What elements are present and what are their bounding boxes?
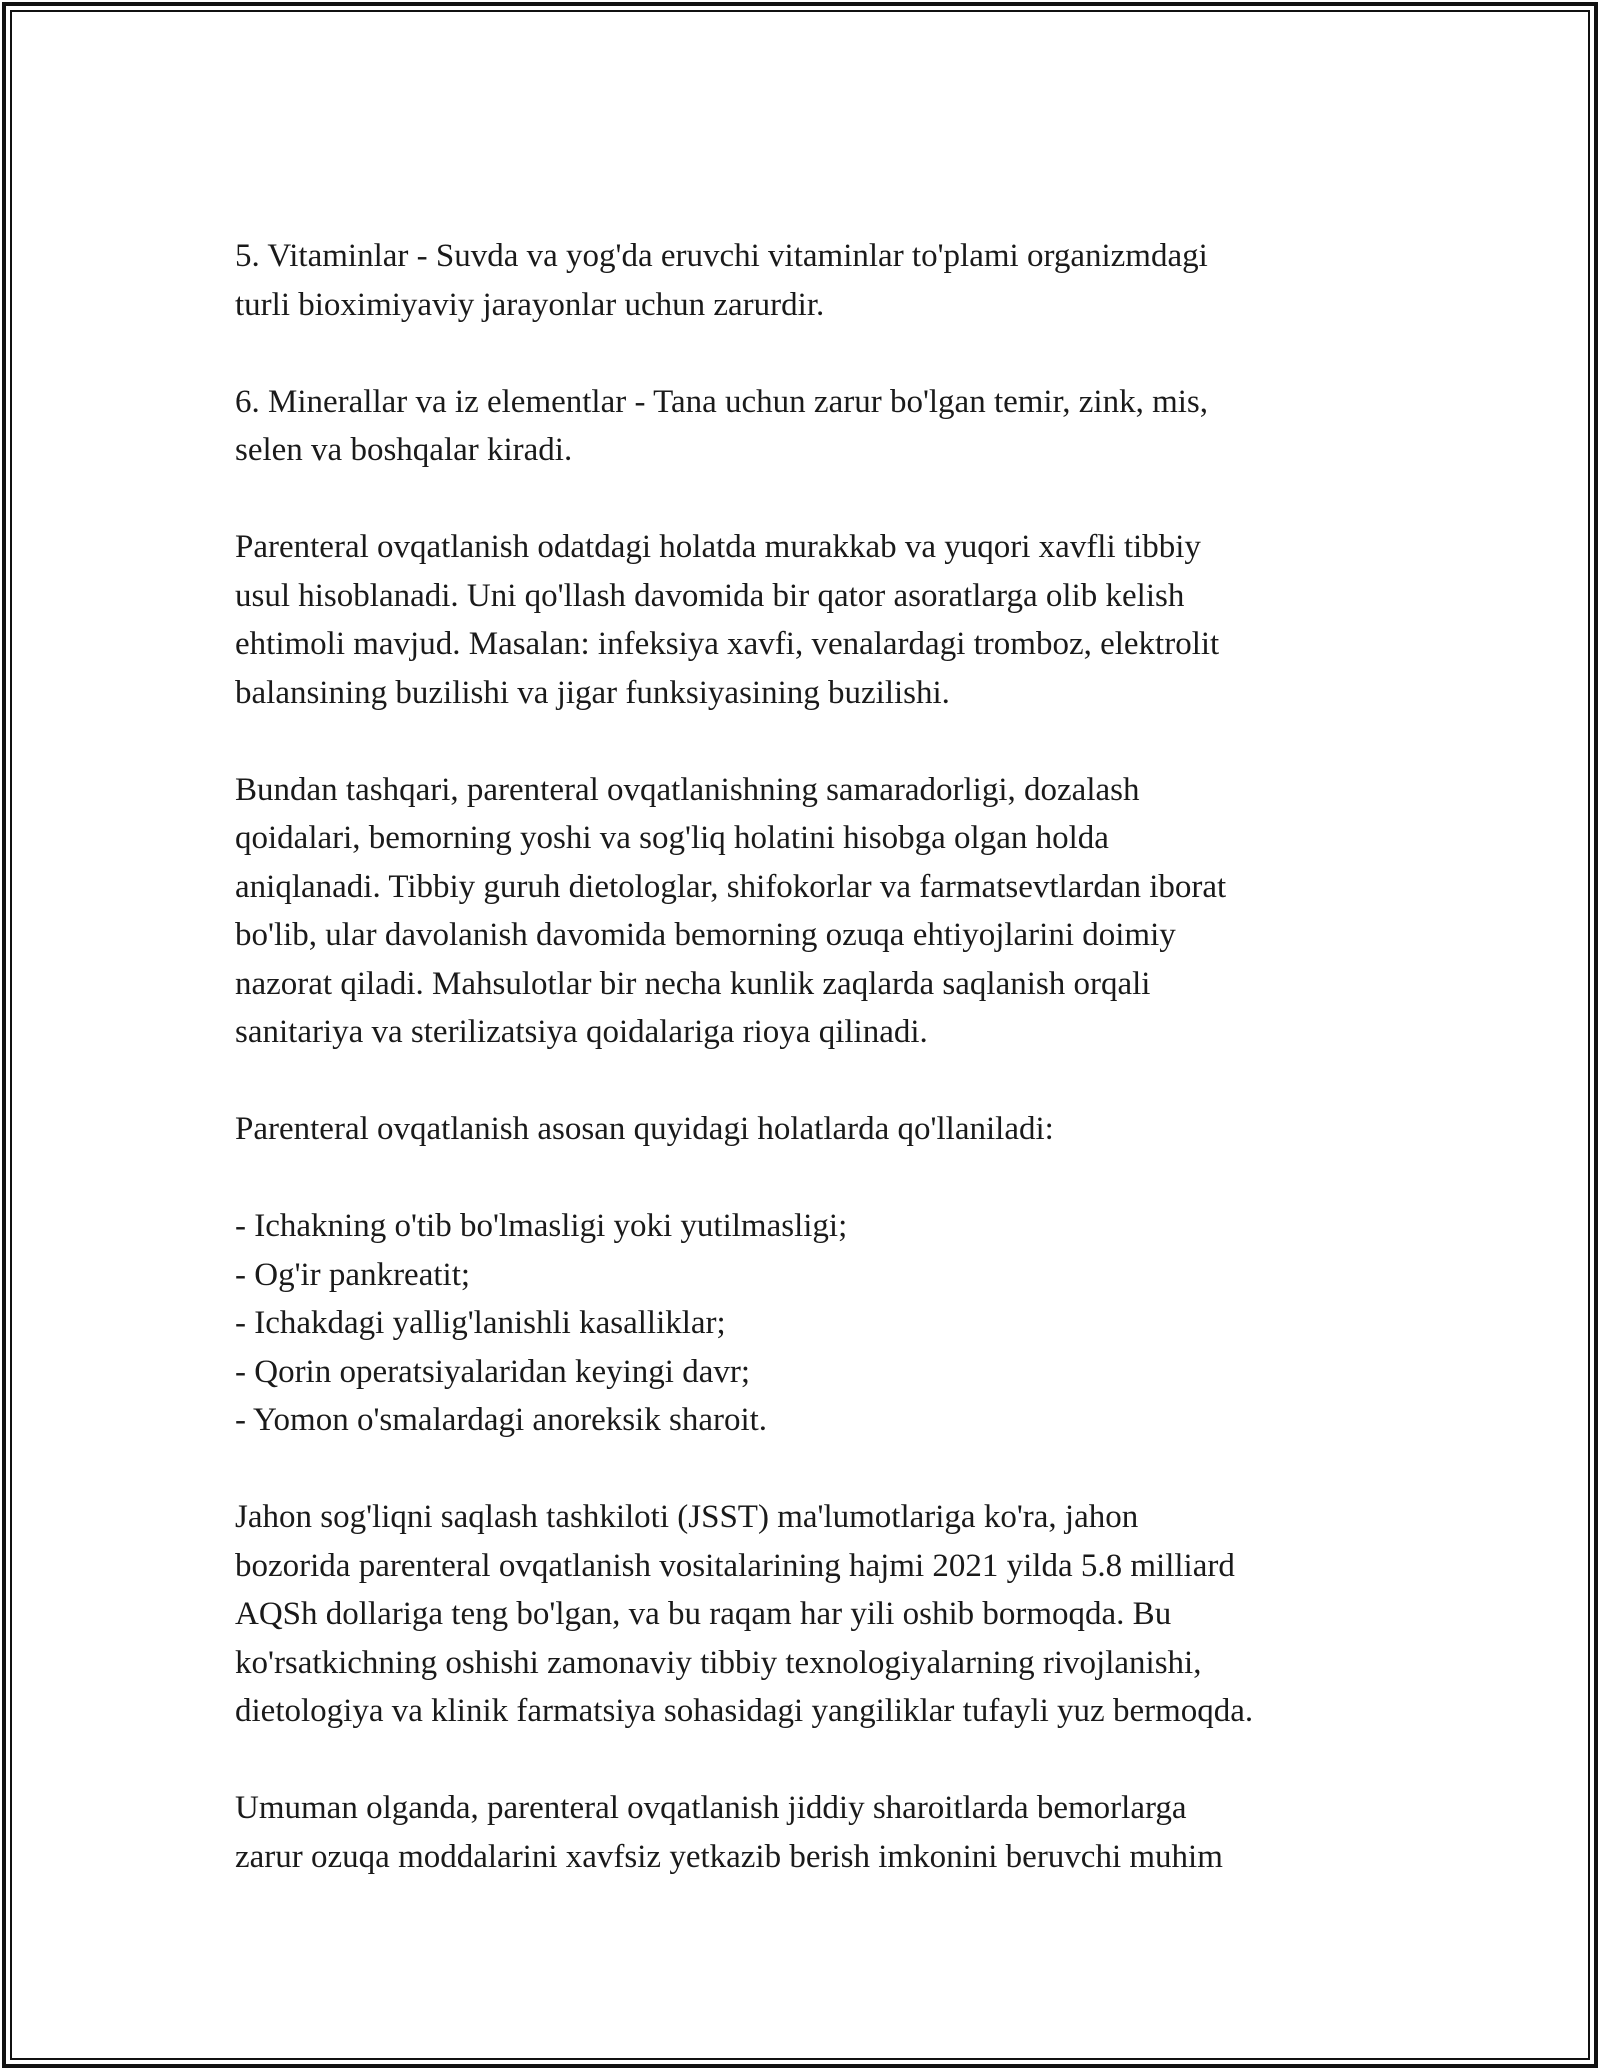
- text-line: balansining buzilishi va jigar funksiyasining buzilishi.: [235, 674, 950, 711]
- text-line: usul hisoblanadi. Uni qo'llash davomida bir qator asoratlarga olib kelish: [235, 577, 1185, 614]
- text-line: selen va boshqalar kiradi.: [235, 432, 573, 468]
- text-line: 6. Minerallar va iz elementlar - Tana uchun zarur bo'lgan temir, zink, mis,: [235, 383, 1209, 420]
- text-line: Umuman olganda, parenteral ovqatlanish jiddiy sharoitlarda bemorlarga: [235, 1790, 1187, 1826]
- paragraph-indications-intro: [235, 1105, 1405, 1154]
- text-line: AQSh dollariga teng bo'lgan, va bu raqam har yili oshib bormoqda. Bu: [235, 1596, 1172, 1632]
- text-line: Parenteral ovqatlanish odatdagi holatda murakkab va yuqori xavfli tibbiy: [235, 529, 1201, 565]
- text-line: dietologiya va klinik farmatsiya sohasidagi yangiliklar tufayli yuz bermoqda.: [235, 1693, 1254, 1729]
- text-line: bozorida parenteral ovqatlanish vositalarining hajmi 2021 yilda 5.8 milliard: [235, 1547, 1235, 1584]
- text-line: ehtimoli mavjud. Masalan: infeksiya xavfi, venalardagi tromboz, elektrolit: [235, 626, 1220, 662]
- text-line: zarur ozuqa moddalarini xavfsiz yetkazib berish imkonini beruvchi muhim: [235, 1838, 1223, 1875]
- text-line: bo'lib, ular davolanish davomida bemorning ozuqa ehtiyojlarini doimiy: [235, 917, 1176, 953]
- text-line: ko'rsatkichning oshishi zamonaviy tibbiy texnologiyalarning rivojlanishi,: [235, 1644, 1202, 1681]
- text-line: 5. Vitaminlar - Suvda va yog'da eruvchi vitaminlar to'plami organizmdagi: [235, 238, 1208, 274]
- text-line: Parenteral ovqatlanish asosan quyidagi holatlarda qo'llaniladi:: [235, 1111, 1054, 1147]
- paragraph-effectiveness: [235, 766, 1405, 1057]
- paragraph-conclusion: [235, 1784, 1405, 1881]
- indications-list: [235, 1202, 1405, 1445]
- text-line: sanitariya va sterilizatsiya qoidalariga rioya qilinadi.: [235, 1014, 928, 1050]
- text-line: aniqlanadi. Tibbiy guruh dietologlar, shifokorlar va farmatsevtlardan iborat: [235, 868, 1227, 905]
- text-line: qoidalari, bemorning yoshi va sog'liq holatini hisobga olgan holda: [235, 820, 1109, 856]
- list-item: - Ichakdagi yallig'lanishli kasalliklar;: [235, 1305, 726, 1341]
- list-item: - Og'ir pankreatit;: [235, 1256, 471, 1293]
- list-item: - Yomon o'smalardagi anoreksik sharoit.: [235, 1402, 768, 1438]
- text-line: turli bioximiyaviy jarayonlar uchun zarurdir.: [235, 286, 825, 323]
- text-line: nazorat qiladi. Mahsulotlar bir necha kunlik zaqlarda saqlanish orqali: [235, 965, 1151, 1002]
- paragraph-minerallar: [235, 378, 1405, 475]
- paragraph-vitaminlar: [235, 232, 1405, 329]
- text-line: Bundan tashqari, parenteral ovqatlanishning samaradorligi, dozalash: [235, 771, 1140, 808]
- list-item: - Ichakning o'tib bo'lmasligi yoki yutilmasligi;: [235, 1208, 848, 1244]
- document-body: [235, 232, 1405, 1930]
- text-line: Jahon sog'liqni saqlash tashkiloti (JSST) ma'lumotlariga ko'ra, jahon: [235, 1499, 1139, 1535]
- list-item: - Qorin operatsiyalaridan keyingi davr;: [235, 1353, 750, 1390]
- paragraph-market: [235, 1493, 1405, 1736]
- paragraph-risks: [235, 523, 1405, 717]
